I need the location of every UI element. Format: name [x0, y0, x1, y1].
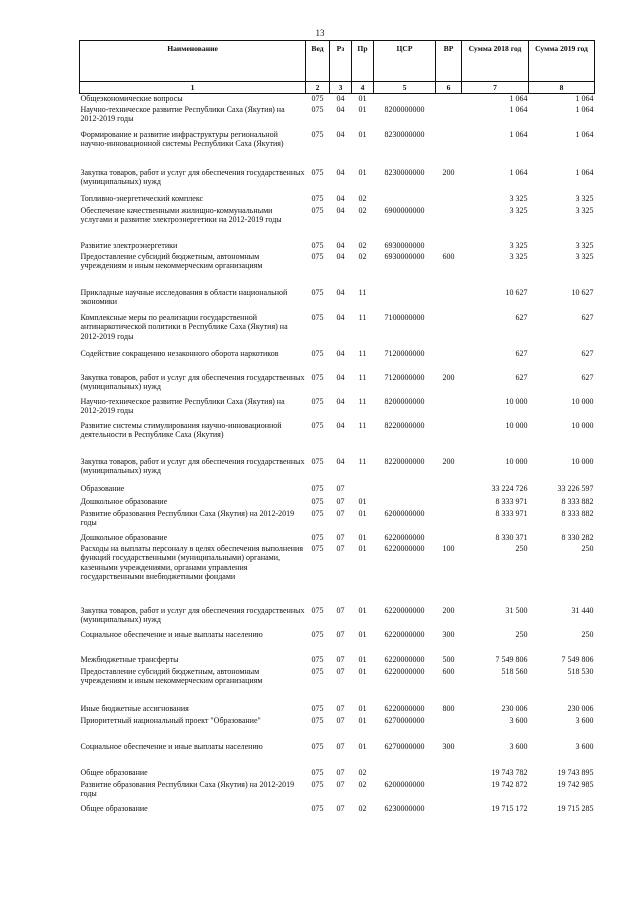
- cell-sum-2018: 3 325: [509, 240, 528, 250]
- cell-name: Научно-техническое развитие Республики Саха (Якутия) на 2012-2019 годы: [80, 104, 285, 124]
- cell-rz: 04: [336, 312, 345, 322]
- cell-sum-2018: 8 333 971: [495, 496, 528, 506]
- cell-pr: 01: [358, 532, 367, 542]
- cell-pr: 11: [358, 348, 367, 358]
- cell-sum-2018: 1 064: [509, 167, 528, 177]
- cell-sum-2019: 627: [581, 312, 594, 322]
- cell-csr: [374, 497, 436, 509]
- cell-ved: 075: [311, 654, 324, 664]
- cell-sum-2018: 8 330 371: [495, 532, 528, 542]
- table-row: [80, 105, 595, 130]
- table-row: [80, 194, 595, 206]
- cell-pr: [352, 484, 374, 497]
- cell-rz: 04: [336, 94, 345, 104]
- table-row: [80, 716, 595, 742]
- cell-sum-2019: 627: [581, 372, 594, 382]
- cell-sum-2019: 10 000: [571, 396, 594, 406]
- cell-sum-2018: 3 325: [509, 251, 528, 261]
- column-number: 1: [80, 82, 306, 94]
- cell-name: Межбюджетные трансферты: [80, 654, 179, 664]
- cell-pr: 02: [358, 251, 367, 261]
- cell-vr: 200: [442, 372, 455, 382]
- cell-pr: 01: [358, 94, 367, 104]
- cell-sum-2018: 19 742 872: [491, 779, 528, 789]
- cell-sum-2019: 1 064: [575, 167, 594, 177]
- table-row: [80, 397, 595, 421]
- cell-sum-2018: 3 325: [509, 205, 528, 215]
- cell-rz: 04: [336, 420, 345, 430]
- cell-vr: [436, 288, 462, 313]
- cell-rz: 04: [336, 251, 345, 261]
- header-vr: ВР: [436, 41, 462, 82]
- cell-sum-2018: 8 333 971: [495, 508, 528, 518]
- cell-ved: 075: [311, 803, 324, 813]
- cell-sum-2019: 31 440: [571, 605, 594, 615]
- cell-name: Развитие электроэнергетики: [80, 240, 178, 250]
- cell-sum-2018: 627: [515, 348, 528, 358]
- cell-sum-2019: 3 325: [575, 240, 594, 250]
- cell-ved: 075: [311, 396, 324, 406]
- cell-pr: 11: [358, 287, 367, 297]
- cell-ved: 075: [311, 496, 324, 506]
- cell-ved: 075: [311, 543, 324, 553]
- cell-pr: 01: [358, 666, 367, 676]
- cell-csr: [374, 484, 436, 497]
- cell-pr: 11: [358, 372, 367, 382]
- cell-csr: 6930000000: [384, 251, 425, 261]
- cell-name: Дошкольное образование: [80, 532, 168, 542]
- cell-pr: 02: [358, 205, 367, 215]
- cell-vr: 500: [442, 654, 455, 664]
- cell-pr: 11: [358, 396, 367, 406]
- cell-name: Комплексные меры по реализации государственной антинаркотической политики в Республике Саха (Якутия) на 2012-2019 годы: [80, 312, 288, 341]
- cell-name: Предоставление субсидий бюджетным, автономным учреждениям и иным некоммерческим организациям: [80, 666, 263, 686]
- cell-sum-2018: 230 006: [501, 703, 528, 713]
- cell-csr: 6220000000: [384, 703, 425, 713]
- cell-ved: 075: [311, 715, 324, 725]
- table-header-row: [80, 41, 595, 82]
- cell-rz: 04: [336, 193, 345, 203]
- cell-csr: 8200000000: [384, 396, 425, 406]
- cell-rz: 07: [336, 532, 345, 542]
- cell-sum-2018: 10 000: [505, 456, 528, 466]
- cell-rz: 07: [336, 496, 345, 506]
- cell-ved: 075: [311, 129, 324, 139]
- cell-sum-2018: 33 224 726: [491, 483, 528, 493]
- cell-csr: 6270000000: [384, 741, 425, 751]
- cell-csr: 8230000000: [384, 167, 425, 177]
- cell-pr: 01: [358, 129, 367, 139]
- cell-name: Прикладные научные исследования в области национальной экономики: [80, 287, 288, 307]
- cell-csr: 6270000000: [384, 715, 425, 725]
- cell-name: Иные бюджетные ассигнования: [80, 703, 189, 713]
- column-number: 8: [529, 82, 595, 94]
- cell-vr: [436, 533, 462, 544]
- cell-name: Развитие образования Республики Саха (Якутия) на 2012-2019 годы: [80, 779, 295, 799]
- cell-csr: 6930000000: [384, 240, 425, 250]
- table-column-number-row: [80, 82, 595, 94]
- cell-csr: [374, 94, 436, 105]
- cell-pr: 01: [358, 543, 367, 553]
- cell-sum-2019: 8 333 882: [561, 496, 594, 506]
- cell-name: Общее образование: [80, 803, 148, 813]
- cell-name: Социальное обеспечение и иные выплаты населению: [80, 629, 263, 639]
- table-row: [80, 533, 595, 544]
- cell-ved: 075: [311, 483, 324, 493]
- cell-rz: 07: [336, 605, 345, 615]
- cell-sum-2018: 3 325: [509, 193, 528, 203]
- cell-sum-2018: 10 000: [505, 420, 528, 430]
- page-number: 13: [315, 28, 325, 38]
- cell-csr: [374, 768, 436, 780]
- cell-vr: [436, 94, 462, 105]
- cell-sum-2019: 7 549 806: [561, 654, 594, 664]
- cell-pr: 11: [358, 312, 367, 322]
- cell-name: Обеспечение качественными жилищно-коммунальными услугами и развитие электроэнергетики на 2012-2019 годы: [80, 205, 282, 225]
- cell-rz: 07: [336, 703, 345, 713]
- cell-rz: 07: [336, 629, 345, 639]
- cell-sum-2019: 10 000: [571, 420, 594, 430]
- cell-sum-2019: 33 226 597: [557, 483, 594, 493]
- cell-sum-2018: 10 000: [505, 396, 528, 406]
- cell-vr: 200: [442, 167, 455, 177]
- table-row: [80, 606, 595, 630]
- table-row: [80, 421, 595, 457]
- table-row: [80, 373, 595, 397]
- cell-sum-2019: 1 064: [575, 129, 594, 139]
- cell-ved: 075: [311, 767, 324, 777]
- cell-csr: [374, 194, 436, 206]
- table-row: [80, 780, 595, 804]
- cell-sum-2018: 250: [515, 629, 528, 639]
- cell-vr: 100: [442, 543, 455, 553]
- cell-name: Развитие системы стимулирования научно-инновационной деятельности в Республике Саха (Якутия): [80, 420, 282, 440]
- table-row: [80, 497, 595, 509]
- cell-csr: 6220000000: [384, 654, 425, 664]
- cell-rz: 04: [336, 372, 345, 382]
- cell-vr: 800: [442, 703, 455, 713]
- cell-sum-2019: 627: [581, 348, 594, 358]
- cell-pr: 01: [358, 703, 367, 713]
- cell-vr: 200: [442, 456, 455, 466]
- cell-pr: 02: [358, 767, 367, 777]
- cell-vr: [436, 780, 462, 804]
- cell-csr: 6230000000: [384, 803, 425, 813]
- cell-pr: 02: [358, 803, 367, 813]
- cell-ved: 075: [311, 741, 324, 751]
- cell-name: Закупка товаров, работ и услуг для обеспечения государственных (муниципальных) нужд: [80, 167, 305, 187]
- cell-sum-2019: 3 600: [575, 715, 594, 725]
- cell-rz: 07: [336, 483, 345, 493]
- table-row: [80, 349, 595, 373]
- cell-rz: 04: [336, 167, 345, 177]
- column-number: 5: [374, 82, 436, 94]
- cell-ved: 075: [311, 240, 324, 250]
- header-pr: Пр: [352, 41, 374, 82]
- cell-sum-2019: 8 330 282: [561, 532, 594, 542]
- cell-sum-2018: 3 600: [509, 741, 528, 751]
- cell-ved: 075: [311, 251, 324, 261]
- cell-vr: [436, 241, 462, 252]
- cell-csr: 8230000000: [384, 129, 425, 139]
- cell-sum-2018: 7 549 806: [495, 654, 528, 664]
- cell-csr: 7100000000: [384, 312, 425, 322]
- table-row: [80, 457, 595, 484]
- cell-vr: 200: [442, 605, 455, 615]
- cell-pr: 02: [358, 779, 367, 789]
- cell-name: Общеэкономические вопросы: [80, 94, 183, 104]
- cell-rz: 07: [336, 803, 345, 813]
- cell-ved: 075: [311, 666, 324, 676]
- cell-vr: [436, 421, 462, 457]
- table-row: [80, 804, 595, 816]
- column-number: 3: [330, 82, 352, 94]
- cell-ved: 075: [311, 629, 324, 639]
- cell-ved: 075: [311, 372, 324, 382]
- cell-sum-2018: 518 560: [501, 666, 528, 676]
- cell-sum-2018: 1 064: [509, 104, 528, 114]
- cell-name: Содействие сокращению незаконного оборота наркотиков: [80, 348, 279, 358]
- cell-pr: 11: [358, 420, 367, 430]
- table-row: [80, 313, 595, 349]
- cell-rz: 07: [336, 543, 345, 553]
- cell-vr: [436, 313, 462, 349]
- cell-pr: 01: [358, 508, 367, 518]
- cell-rz: 07: [336, 654, 345, 664]
- cell-rz: 04: [336, 205, 345, 215]
- cell-sum-2019: 10 000: [571, 456, 594, 466]
- cell-csr: 8200000000: [384, 104, 425, 114]
- cell-vr: 600: [442, 666, 455, 676]
- table-row: [80, 509, 595, 533]
- cell-csr: 6200000000: [384, 508, 425, 518]
- cell-csr: 8220000000: [384, 420, 425, 430]
- cell-vr: [436, 105, 462, 130]
- cell-name: Общее образование: [80, 767, 148, 777]
- table-row: [80, 288, 595, 313]
- cell-pr: 01: [358, 496, 367, 506]
- cell-ved: 075: [311, 287, 324, 297]
- cell-rz: 07: [336, 767, 345, 777]
- cell-csr: 6200000000: [384, 779, 425, 789]
- cell-vr: [436, 484, 462, 497]
- cell-sum-2018: 1 064: [509, 94, 528, 104]
- table-row: [80, 168, 595, 194]
- cell-sum-2019: 3 325: [575, 193, 594, 203]
- table-row: [80, 768, 595, 780]
- cell-vr: [436, 349, 462, 373]
- cell-csr: 6220000000: [384, 629, 425, 639]
- cell-rz: 07: [336, 508, 345, 518]
- cell-ved: 075: [311, 508, 324, 518]
- cell-sum-2019: 19 743 895: [557, 767, 594, 777]
- cell-sum-2018: 31 500: [505, 605, 528, 615]
- cell-sum-2019: 230 006: [567, 703, 594, 713]
- cell-rz: 07: [336, 779, 345, 789]
- cell-sum-2018: 10 627: [505, 287, 528, 297]
- table-row: [80, 94, 595, 105]
- header-ved: Вед: [306, 41, 330, 82]
- table-row: [80, 484, 595, 497]
- cell-pr: 01: [358, 654, 367, 664]
- cell-name: Научно-техническое развитие Республики Саха (Якутия) на 2012-2019 годы: [80, 396, 285, 416]
- cell-sum-2018: 19 715 172: [491, 803, 528, 813]
- cell-ved: 075: [311, 456, 324, 466]
- table-row: [80, 130, 595, 168]
- cell-sum-2019: 3 325: [575, 251, 594, 261]
- cell-ved: 075: [311, 205, 324, 215]
- cell-sum-2019: 3 325: [575, 205, 594, 215]
- cell-name: Дошкольное образование: [80, 496, 168, 506]
- column-number: 4: [352, 82, 374, 94]
- cell-name: Образование: [80, 483, 125, 493]
- cell-csr: 7120000000: [384, 372, 425, 382]
- table-row: [80, 252, 595, 288]
- cell-sum-2019: 518 530: [567, 666, 594, 676]
- cell-csr: 8220000000: [384, 456, 425, 466]
- cell-rz: 04: [336, 287, 345, 297]
- table-row: [80, 206, 595, 241]
- cell-name: Закупка товаров, работ и услуг для обеспечения государственных (муниципальных) нужд: [80, 372, 305, 392]
- cell-sum-2019: 19 715 285: [557, 803, 594, 813]
- cell-pr: 01: [358, 104, 367, 114]
- cell-sum-2018: 250: [515, 543, 528, 553]
- cell-name: Топливно-энергетический комплекс: [80, 193, 204, 203]
- cell-name: Закупка товаров, работ и услуг для обеспечения государственных (муниципальных) нужд: [80, 605, 305, 625]
- cell-sum-2019: 3 600: [575, 741, 594, 751]
- cell-csr: 6220000000: [384, 666, 425, 676]
- table-row: [80, 630, 595, 655]
- column-number: 7: [462, 82, 529, 94]
- table-row: [80, 742, 595, 768]
- cell-pr: 01: [358, 605, 367, 615]
- cell-vr: 300: [442, 629, 455, 639]
- cell-csr: 6220000000: [384, 532, 425, 542]
- cell-sum-2019: 250: [581, 543, 594, 553]
- cell-name: Развитие образования Республики Саха (Якутия) на 2012-2019 годы: [80, 508, 295, 528]
- cell-sum-2018: 627: [515, 372, 528, 382]
- budget-table: [79, 40, 595, 816]
- cell-rz: 04: [336, 348, 345, 358]
- cell-rz: 04: [336, 104, 345, 114]
- cell-ved: 075: [311, 779, 324, 789]
- header-sum-2019: Сумма 2019 год: [529, 41, 595, 82]
- cell-ved: 075: [311, 167, 324, 177]
- cell-pr: 01: [358, 741, 367, 751]
- cell-name: Социальное обеспечение и иные выплаты населению: [80, 741, 263, 751]
- cell-rz: 04: [336, 129, 345, 139]
- table-row: [80, 655, 595, 667]
- cell-ved: 075: [311, 348, 324, 358]
- cell-vr: [436, 768, 462, 780]
- cell-vr: [436, 716, 462, 742]
- table-body: [80, 94, 595, 816]
- cell-pr: 02: [358, 240, 367, 250]
- header-csr: ЦСР: [374, 41, 436, 82]
- cell-ved: 075: [311, 605, 324, 615]
- cell-vr: 600: [442, 251, 455, 261]
- cell-rz: 04: [336, 456, 345, 466]
- cell-sum-2018: 627: [515, 312, 528, 322]
- header-rz: Рз: [330, 41, 352, 82]
- cell-vr: [436, 804, 462, 816]
- cell-pr: 11: [358, 456, 367, 466]
- column-number: 6: [436, 82, 462, 94]
- cell-sum-2019: 10 627: [571, 287, 594, 297]
- cell-ved: 075: [311, 193, 324, 203]
- cell-ved: 075: [311, 104, 324, 114]
- cell-ved: 075: [311, 312, 324, 322]
- cell-csr: 6900000000: [384, 205, 425, 215]
- cell-name: Расходы на выплаты персоналу в целях обеспечения выполнения функций государственными (муниципальными) органами, казенными учреждениями, органами управления государственными внебюджетными фондами: [80, 543, 303, 582]
- cell-csr: [374, 288, 436, 313]
- cell-vr: [436, 497, 462, 509]
- cell-pr: 01: [358, 715, 367, 725]
- cell-vr: [436, 194, 462, 206]
- cell-csr: 7120000000: [384, 348, 425, 358]
- cell-pr: 02: [358, 193, 367, 203]
- cell-rz: 04: [336, 240, 345, 250]
- cell-pr: 01: [358, 167, 367, 177]
- cell-sum-2018: 19 743 782: [491, 767, 528, 777]
- table-row: [80, 704, 595, 716]
- cell-name: Приоритетный национальный проект "Образование": [80, 715, 261, 725]
- cell-csr: 6220000000: [384, 605, 425, 615]
- cell-name: Формирование и развитие инфраструктуры региональной научно-инновационной системы Республики Саха (Якутия): [80, 129, 284, 149]
- header-sum-2018: Сумма 2018 год: [462, 41, 529, 82]
- cell-vr: 300: [442, 741, 455, 751]
- cell-sum-2018: 1 064: [509, 129, 528, 139]
- cell-pr: 01: [358, 629, 367, 639]
- header-name: Наименование: [80, 41, 306, 82]
- cell-sum-2019: 19 742 985: [557, 779, 594, 789]
- cell-sum-2019: 1 064: [575, 94, 594, 104]
- cell-sum-2019: 250: [581, 629, 594, 639]
- table-row: [80, 667, 595, 704]
- cell-rz: 07: [336, 666, 345, 676]
- cell-name: Закупка товаров, работ и услуг для обеспечения государственных (муниципальных) нужд: [80, 456, 305, 476]
- cell-vr: [436, 509, 462, 533]
- cell-name: Предоставление субсидий бюджетным, автономным учреждениям и иным некоммерческим организациям: [80, 251, 263, 271]
- cell-rz: 04: [336, 396, 345, 406]
- cell-ved: 075: [311, 703, 324, 713]
- cell-rz: 07: [336, 715, 345, 725]
- table-row: [80, 241, 595, 252]
- cell-sum-2019: 8 333 882: [561, 508, 594, 518]
- cell-ved: 075: [311, 94, 324, 104]
- cell-vr: [436, 206, 462, 241]
- table-row: [80, 544, 595, 606]
- cell-csr: 6220000000: [384, 543, 425, 553]
- cell-sum-2018: 3 600: [509, 715, 528, 725]
- cell-sum-2019: 1 064: [575, 104, 594, 114]
- column-number: 2: [306, 82, 330, 94]
- cell-rz: 07: [336, 741, 345, 751]
- cell-ved: 075: [311, 532, 324, 542]
- cell-vr: [436, 130, 462, 168]
- cell-ved: 075: [311, 420, 324, 430]
- cell-vr: [436, 397, 462, 421]
